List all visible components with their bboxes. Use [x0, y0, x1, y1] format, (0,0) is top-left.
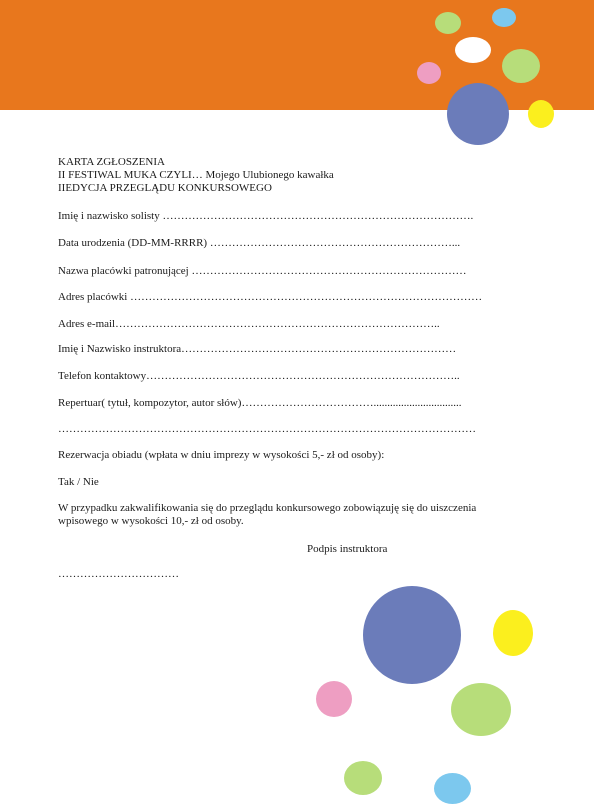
decorative-circle-green-small — [435, 12, 461, 34]
signature-label: Podpis instruktora — [307, 543, 388, 555]
field-instructor-name: Imię i Nazwisko instruktora………………………………………………………………… — [58, 343, 457, 355]
lunch-reservation-text: Rezerwacja obiadu (wpłata w dniu imprezy w wysokości 5,- zł od osoby): — [58, 449, 385, 461]
commitment-line-2: wpisowego w wysokości 10,- zł od osoby. — [58, 515, 244, 527]
decorative-circle-blue-xlarge — [363, 586, 461, 684]
festival-name: II FESTIWAL MUKA CZYLI… Mojego Ulubionego kawałka — [58, 169, 334, 181]
signature-line: …………………………… — [58, 568, 179, 580]
decorative-circle-green-large — [451, 683, 511, 736]
edition-title: IIEDYCJA PRZEGLĄDU KONKURSOWEGO — [58, 182, 272, 194]
decorative-circle-yellow-medium — [493, 610, 533, 656]
decorative-circle-yellow-small — [528, 100, 554, 128]
field-birth-date: Data urodzenia (DD-MM-RRRR) …………………………………………………………... — [58, 237, 461, 249]
decorative-circle-blue-large — [447, 83, 509, 145]
decorative-circle-light-blue-small — [492, 8, 516, 27]
decorative-circle-white — [455, 37, 491, 63]
field-institution-address: Adres placówki …………………………………………………………………………………… — [58, 291, 483, 303]
field-phone: Telefon kontaktowy………………………………………………………………………….. — [58, 370, 460, 382]
commitment-line-1: W przypadku zakwalifikowania się do przeglądu konkursowego zobowiązuję się do uiszczenia — [58, 502, 477, 514]
decorative-circle-pink-medium — [316, 681, 352, 717]
lunch-choice: Tak / Nie — [58, 476, 99, 488]
field-repertoire-continued: …………………………………………………………………………………………………… — [58, 423, 476, 435]
field-repertoire: Repertuar( tytuł, kompozytor, autor słów)………………………………................................ — [58, 397, 462, 409]
decorative-circle-green-medium — [502, 49, 540, 83]
form-title: KARTA ZGŁOSZENIA — [58, 156, 165, 168]
field-email: Adres e-mail…………………………………………………………………………….. — [58, 318, 440, 330]
field-institution-name: Nazwa placówki patronującej ………………………………………………………………… — [58, 265, 467, 277]
decorative-circle-pink-small — [417, 62, 441, 84]
decorative-circle-light-blue-bottom — [434, 773, 471, 804]
decorative-circle-green-bottom — [344, 761, 382, 795]
field-soloist-name: Imię i nazwisko solisty …………………………………………………………………………. — [58, 210, 474, 222]
